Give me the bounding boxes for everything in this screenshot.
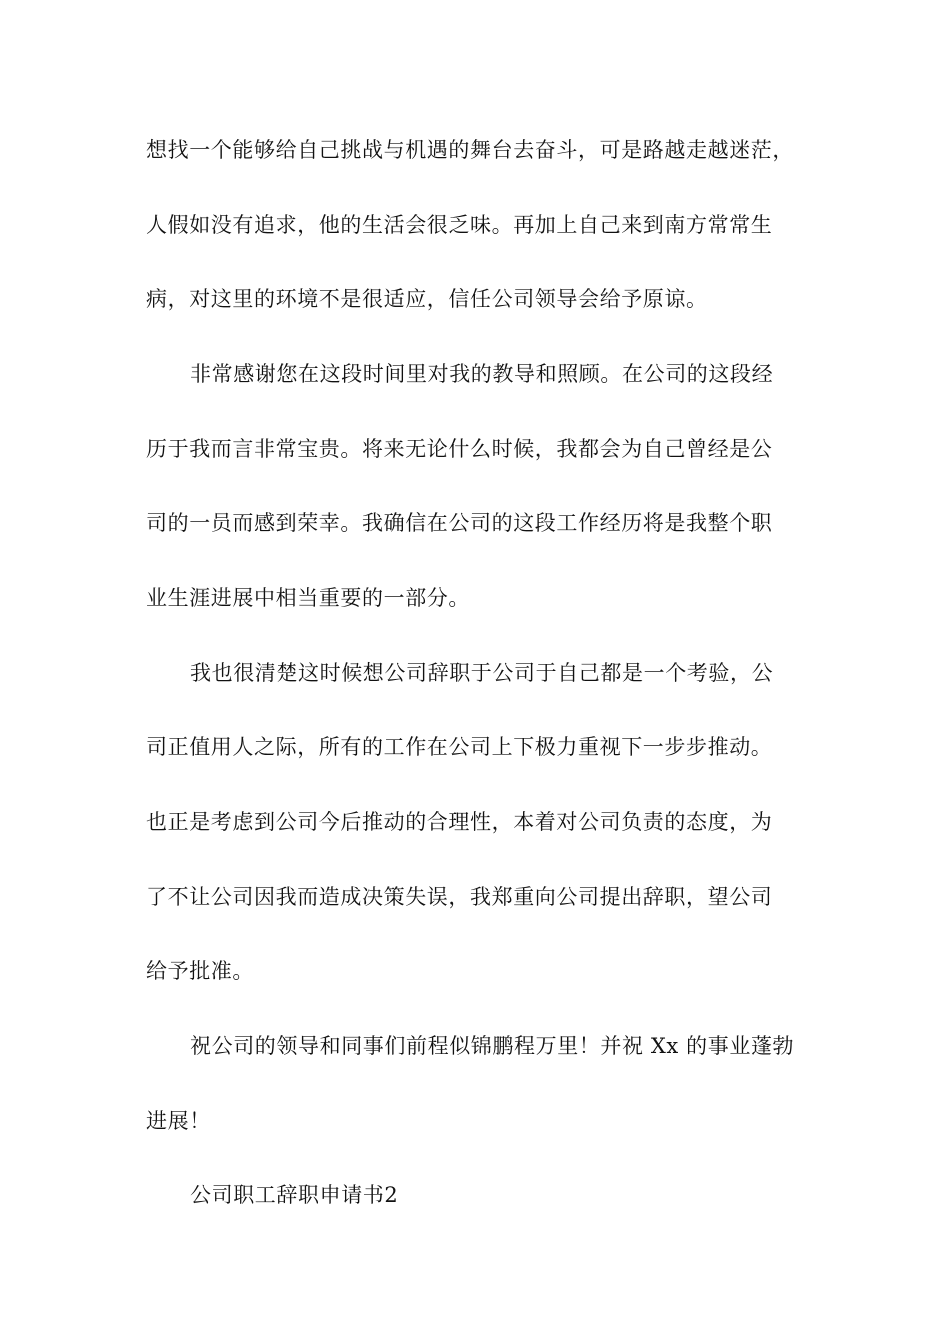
paragraph-line: 想找一个能够给自己挑战与机遇的舞台去奋斗，可是路越走越迷茫， [146, 138, 794, 162]
paragraph-line: 非常感谢您在这段时间里对我的教导和照顾。在公司的这段经 [190, 362, 774, 386]
paragraph-line: 给予批准。 [146, 959, 254, 983]
paragraph-line: 司的一员而感到荣幸。我确信在公司的这段工作经历将是我整个职 [146, 511, 773, 535]
paragraph-line: 历于我而言非常宝贵。将来无论什么时候，我都会为自己曾经是公 [146, 437, 773, 461]
paragraph-line: 祝公司的领导和同事们前程似锦鹏程万里！并祝 Xx 的事业蓬勃 [190, 1034, 795, 1058]
paragraph-line: 司正值用人之际，所有的工作在公司上下极力重视下一步步推动。 [146, 735, 773, 759]
section-heading: 公司职工辞职申请书2 [190, 1183, 399, 1207]
paragraph-line: 业生涯进展中相当重要的一部分。 [146, 586, 470, 610]
paragraph-line: 进展！ [146, 1109, 211, 1133]
paragraph-line: 我也很清楚这时候想公司辞职于公司于自己都是一个考验，公 [190, 661, 774, 685]
paragraph-line: 也正是考虑到公司今后推动的合理性，本着对公司负责的态度，为 [146, 810, 773, 834]
paragraph-line: 病，对这里的环境不是很适应，信任公司领导会给予原谅。 [146, 287, 708, 311]
paragraph-line: 了不让公司因我而造成决策失误，我郑重向公司提出辞职，望公司 [146, 885, 773, 909]
paragraph-line: 人假如没有追求，他的生活会很乏味。再加上自己来到南方常常生 [146, 213, 773, 237]
